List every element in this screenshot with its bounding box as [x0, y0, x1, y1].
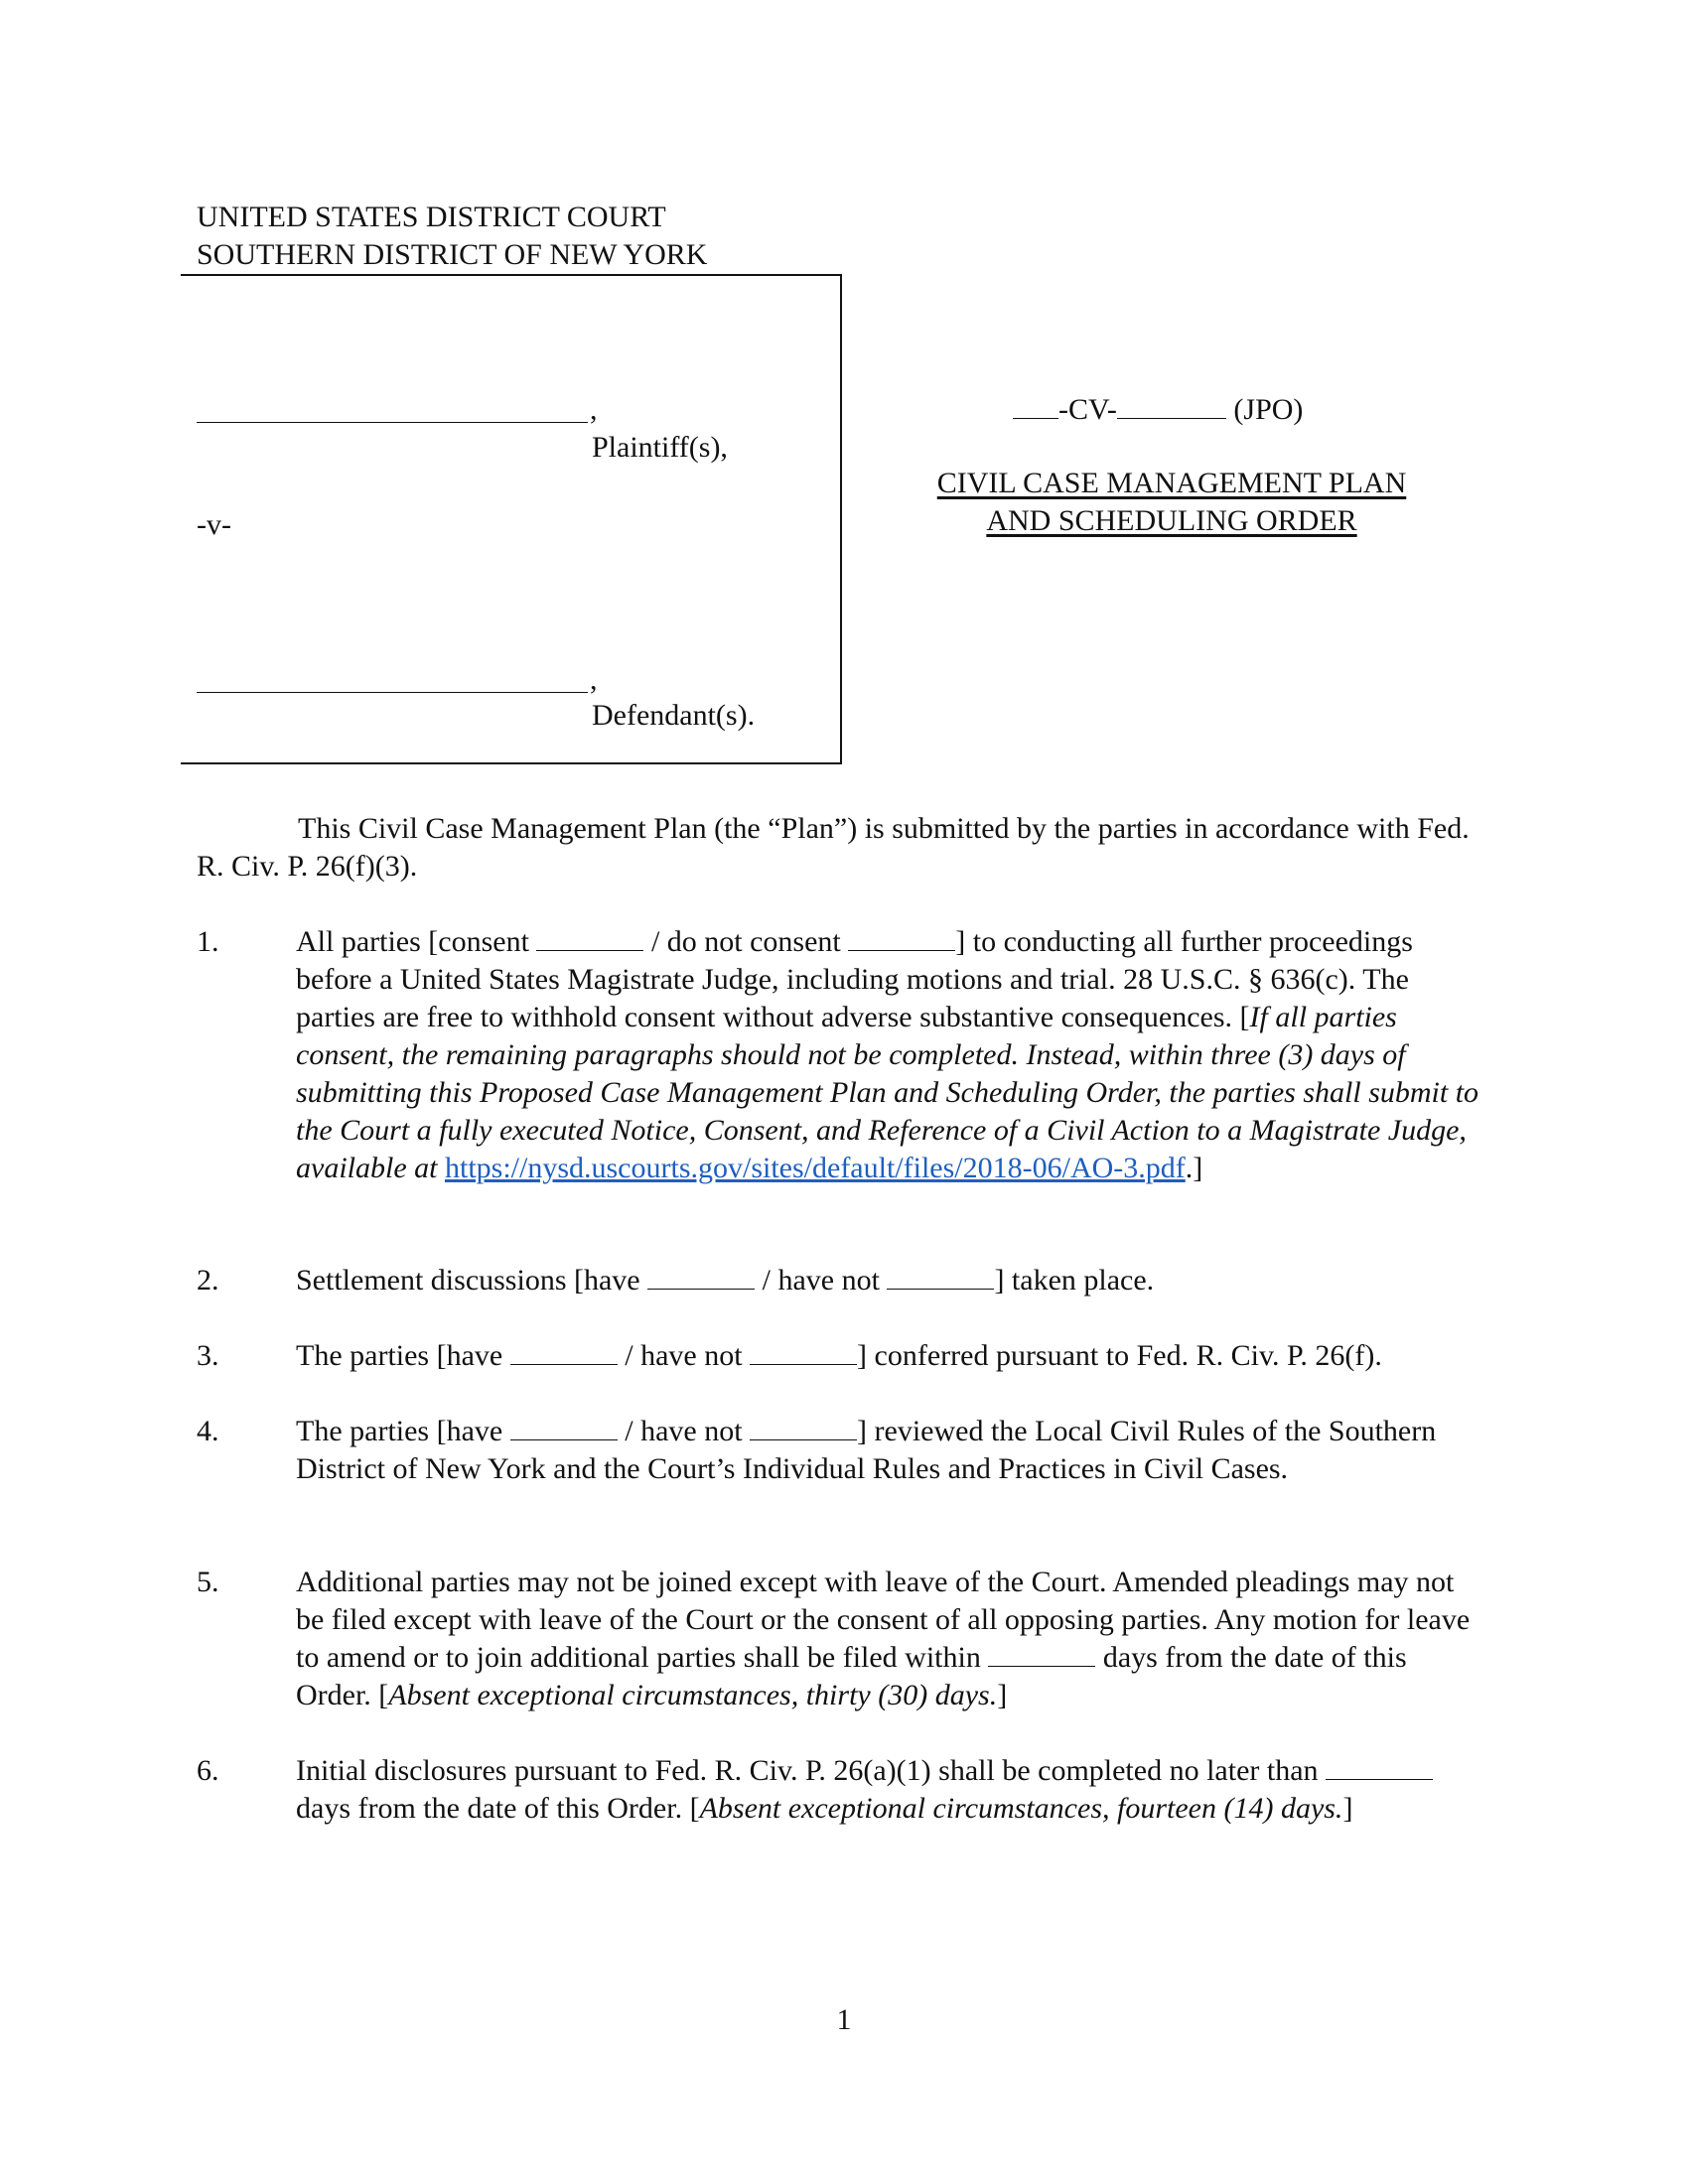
court-district: SOUTHERN DISTRICT OF NEW YORK: [197, 238, 708, 271]
item-body: Settlement discussions [have / have not ] taken place.: [296, 1264, 1155, 1297]
item-number: 6.: [197, 1754, 219, 1787]
ao3-form-link[interactable]: https://nysd.uscourts.gov/sites/default/files/2018-06/AO-3.pdf: [444, 1152, 1186, 1184]
case-number: [1013, 393, 1303, 427]
days-blank[interactable]: [1326, 1757, 1433, 1780]
case-judge: (JPO): [1233, 393, 1304, 426]
have-not-blank[interactable]: [887, 1267, 994, 1290]
item-number: 2.: [197, 1264, 219, 1297]
days-blank[interactable]: [988, 1644, 1095, 1667]
defendant-label: Defendant(s).: [592, 699, 756, 732]
item-body: The parties [have / have not ] conferred pursuant to Fed. R. Civ. P. 26(f).: [296, 1339, 1382, 1372]
have-not-blank[interactable]: [750, 1418, 857, 1440]
versus: -v-: [197, 508, 231, 541]
instruction-note: Absent exceptional circumstances, thirty (30) days.: [388, 1679, 998, 1711]
instruction-note: If all parties consent, the remaining paragraphs should not be completed. Instead, within three (3) days of submitting this Proposed Case Management Plan and Scheduling Order, the parties shall submit to the Court a fully executed Notice, Consent, and Reference of a Civil Action to a Magistrate Judge, available at: [296, 1001, 1479, 1184]
case-year-blank: [1013, 396, 1058, 419]
defendant-name-line: [197, 692, 588, 693]
item-number: 1.: [197, 925, 219, 958]
item-body: Additional parties may not be joined except with leave of the Court. Amended pleadings may not be filed except with leave of the Court or the consent of all opposing parties. Any motion for leave to amend or to join additional parties shall be filed within days from the date of this Order. [Absent exceptional circumstances, thirty (30) days.]: [296, 1566, 1471, 1711]
have-blank[interactable]: [647, 1267, 755, 1290]
plaintiff-comma: ,: [590, 393, 598, 426]
no-consent-blank[interactable]: [848, 928, 955, 951]
have-blank[interactable]: [510, 1418, 618, 1440]
document-title-line2: AND SCHEDULING ORDER: [986, 504, 1357, 537]
case-number-blank: [1117, 396, 1226, 419]
defendant-comma: ,: [590, 663, 598, 696]
caption-box: [181, 274, 842, 764]
item-number: 3.: [197, 1339, 219, 1372]
have-blank[interactable]: [510, 1342, 618, 1365]
case-cv: -CV-: [1058, 393, 1117, 426]
plaintiff-label: Plaintiff(s),: [592, 431, 728, 464]
plaintiff-name-line: [197, 422, 588, 423]
page-number: 1: [836, 2003, 852, 2036]
document-title-line1: CIVIL CASE MANAGEMENT PLAN: [936, 467, 1407, 499]
instruction-note: Absent exceptional circumstances, fourteen (14) days.: [699, 1792, 1343, 1825]
item-number: 5.: [197, 1566, 219, 1598]
have-not-blank[interactable]: [750, 1342, 857, 1365]
item-body: The parties [have / have not ] reviewed the Local Civil Rules of the Southern District of New York and the Court’s Individual Rules and Practices in Civil Cases.: [296, 1415, 1437, 1485]
consent-blank[interactable]: [536, 928, 643, 951]
item-body: All parties [consent / do not consent ] to conducting all further proceedings before a United States Magistrate Judge, including motions and trial. 28 U.S.C. § 636(c). The parties are free to withhold consent without adverse substantive consequences. [If all parties consent, the remaining paragraphs should not be completed. Instead, within three (3) days of submitting this Proposed Case Management Plan and Scheduling Order, the parties shall submit to the Court a fully executed Notice, Consent, and Reference of a Civil Action to a Magistrate Judge, available at https://nysd.uscourts.gov/sites/default/files/2018-06/AO-3.pdf.]: [296, 925, 1479, 1184]
item-body: Initial disclosures pursuant to Fed. R. Civ. P. 26(a)(1) shall be completed no later than days from the date of this Order. [Absent exceptional circumstances, fourteen (14) days.]: [296, 1752, 1482, 1828]
item-number: 4.: [197, 1415, 219, 1447]
intro-paragraph: This Civil Case Management Plan (the “Plan”) is submitted by the parties in accordance with Fed. R. Civ. P. 26(f)(3).: [197, 812, 1470, 883]
court-name: UNITED STATES DISTRICT COURT: [197, 201, 666, 233]
